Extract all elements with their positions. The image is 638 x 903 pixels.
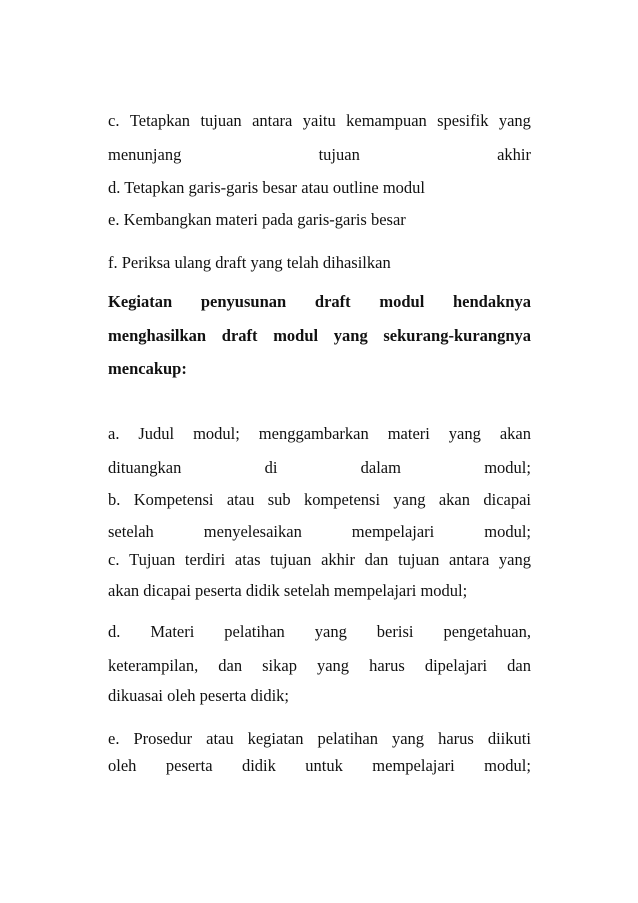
text-line-bold xyxy=(108,326,531,346)
text-word: oleh xyxy=(108,756,137,775)
text-word: modul xyxy=(379,292,425,311)
text-word: c. xyxy=(108,111,120,130)
text-word: akan xyxy=(438,490,470,509)
text-word: kegiatan xyxy=(247,729,304,748)
text-line: akan dicapai peserta didik setelah mempelajari modul; xyxy=(108,581,468,600)
text-word: tujuan xyxy=(398,550,440,569)
text-word: b. xyxy=(108,490,121,509)
text-word: spesifik xyxy=(437,111,489,130)
text-word: c. xyxy=(108,550,120,569)
text-word: pelatihan xyxy=(317,729,378,748)
text-line: d. Tetapkan garis-garis besar atau outline modul xyxy=(108,178,425,197)
text-word: berisi xyxy=(376,622,414,641)
text-line xyxy=(108,522,531,542)
text-word: yaitu xyxy=(302,111,336,130)
text-word: sikap xyxy=(262,656,297,675)
text-word: menunjang xyxy=(108,145,182,164)
text-word: setelah xyxy=(108,522,154,541)
text-word: penyusunan xyxy=(200,292,287,311)
text-word: draft xyxy=(314,292,351,311)
text-word: harus xyxy=(438,729,474,748)
text-word: yang xyxy=(448,424,481,443)
text-word: sub xyxy=(267,490,291,509)
text-word: antara xyxy=(448,550,490,569)
text-word: Kompetensi xyxy=(133,490,214,509)
text-word: menghasilkan xyxy=(108,326,207,345)
text-line xyxy=(108,145,531,165)
text-word: mempelajari xyxy=(372,756,455,775)
text-line xyxy=(108,458,531,478)
text-word: Kegiatan xyxy=(108,292,173,311)
text-word: yang xyxy=(498,111,531,130)
text-word: untuk xyxy=(305,756,343,775)
text-word: kemampuan xyxy=(346,111,427,130)
text-line: e. Kembangkan materi pada garis-garis besar xyxy=(108,210,406,229)
text-word: Judul xyxy=(138,424,175,443)
text-word: pengetahuan, xyxy=(443,622,531,641)
text-word: sekurang-kurangnya xyxy=(383,326,531,345)
text-word: akan xyxy=(499,424,531,443)
text-word: atau xyxy=(226,490,255,509)
text-word: yang xyxy=(314,622,347,641)
text-line-bold xyxy=(108,292,531,312)
text-word: pelatihan xyxy=(224,622,285,641)
text-line: dikuasai oleh peserta didik; xyxy=(108,686,289,705)
text-word: modul; xyxy=(484,756,531,775)
text-word: modul; xyxy=(193,424,240,443)
text-word: akhir xyxy=(497,145,531,164)
text-line xyxy=(108,550,531,570)
text-word: dicapai xyxy=(483,490,531,509)
text-line xyxy=(108,656,531,676)
text-line xyxy=(108,622,531,642)
text-word: Materi xyxy=(150,622,195,641)
text-word: modul; xyxy=(484,458,531,477)
text-word: dan xyxy=(364,550,389,569)
text-word: akhir xyxy=(321,550,355,569)
text-word: menyelesaikan xyxy=(203,522,302,541)
text-word: hendaknya xyxy=(452,292,531,311)
text-line: f. Periksa ulang draft yang telah dihasilkan xyxy=(108,253,391,272)
text-word: dituangkan xyxy=(108,458,182,477)
text-word: antara xyxy=(252,111,293,130)
text-word: di xyxy=(264,458,278,477)
text-word: atas xyxy=(234,550,261,569)
text-word: kompetensi xyxy=(303,490,381,509)
text-word: peserta xyxy=(165,756,213,775)
text-word: keterampilan, xyxy=(108,656,199,675)
text-word: dalam xyxy=(360,458,401,477)
text-line xyxy=(108,729,531,749)
text-word: tujuan xyxy=(270,550,312,569)
text-line xyxy=(108,756,531,776)
text-word: yang xyxy=(498,550,531,569)
text-word: Prosedur xyxy=(133,729,193,748)
text-word: dipelajari xyxy=(424,656,488,675)
text-word: tujuan xyxy=(200,111,242,130)
text-line xyxy=(108,424,531,444)
text-word: yang xyxy=(333,326,368,345)
text-word: materi xyxy=(387,424,430,443)
text-word: atau xyxy=(206,729,234,748)
text-word: dan xyxy=(218,656,243,675)
text-word: mempelajari xyxy=(351,522,435,541)
text-word: a. xyxy=(108,424,120,443)
text-word: menggambarkan xyxy=(258,424,369,443)
text-word: yang xyxy=(393,490,426,509)
text-line xyxy=(108,490,531,510)
text-word: diikuti xyxy=(487,729,531,748)
text-word: yang xyxy=(316,656,350,675)
text-line-bold: mencakup: xyxy=(108,359,187,378)
text-word: yang xyxy=(391,729,425,748)
text-word: didik xyxy=(241,756,276,775)
text-word: Tujuan xyxy=(129,550,176,569)
text-word: draft xyxy=(221,326,258,345)
text-word: modul; xyxy=(484,522,531,541)
text-word: e. xyxy=(108,729,120,748)
text-word: d. xyxy=(108,622,121,641)
text-word: Tetapkan xyxy=(129,111,191,130)
text-word: dan xyxy=(507,656,531,675)
text-word: modul xyxy=(273,326,319,345)
text-word: harus xyxy=(369,656,405,675)
text-line xyxy=(108,111,531,131)
text-word: terdiri xyxy=(184,550,226,569)
text-word: tujuan xyxy=(318,145,360,164)
